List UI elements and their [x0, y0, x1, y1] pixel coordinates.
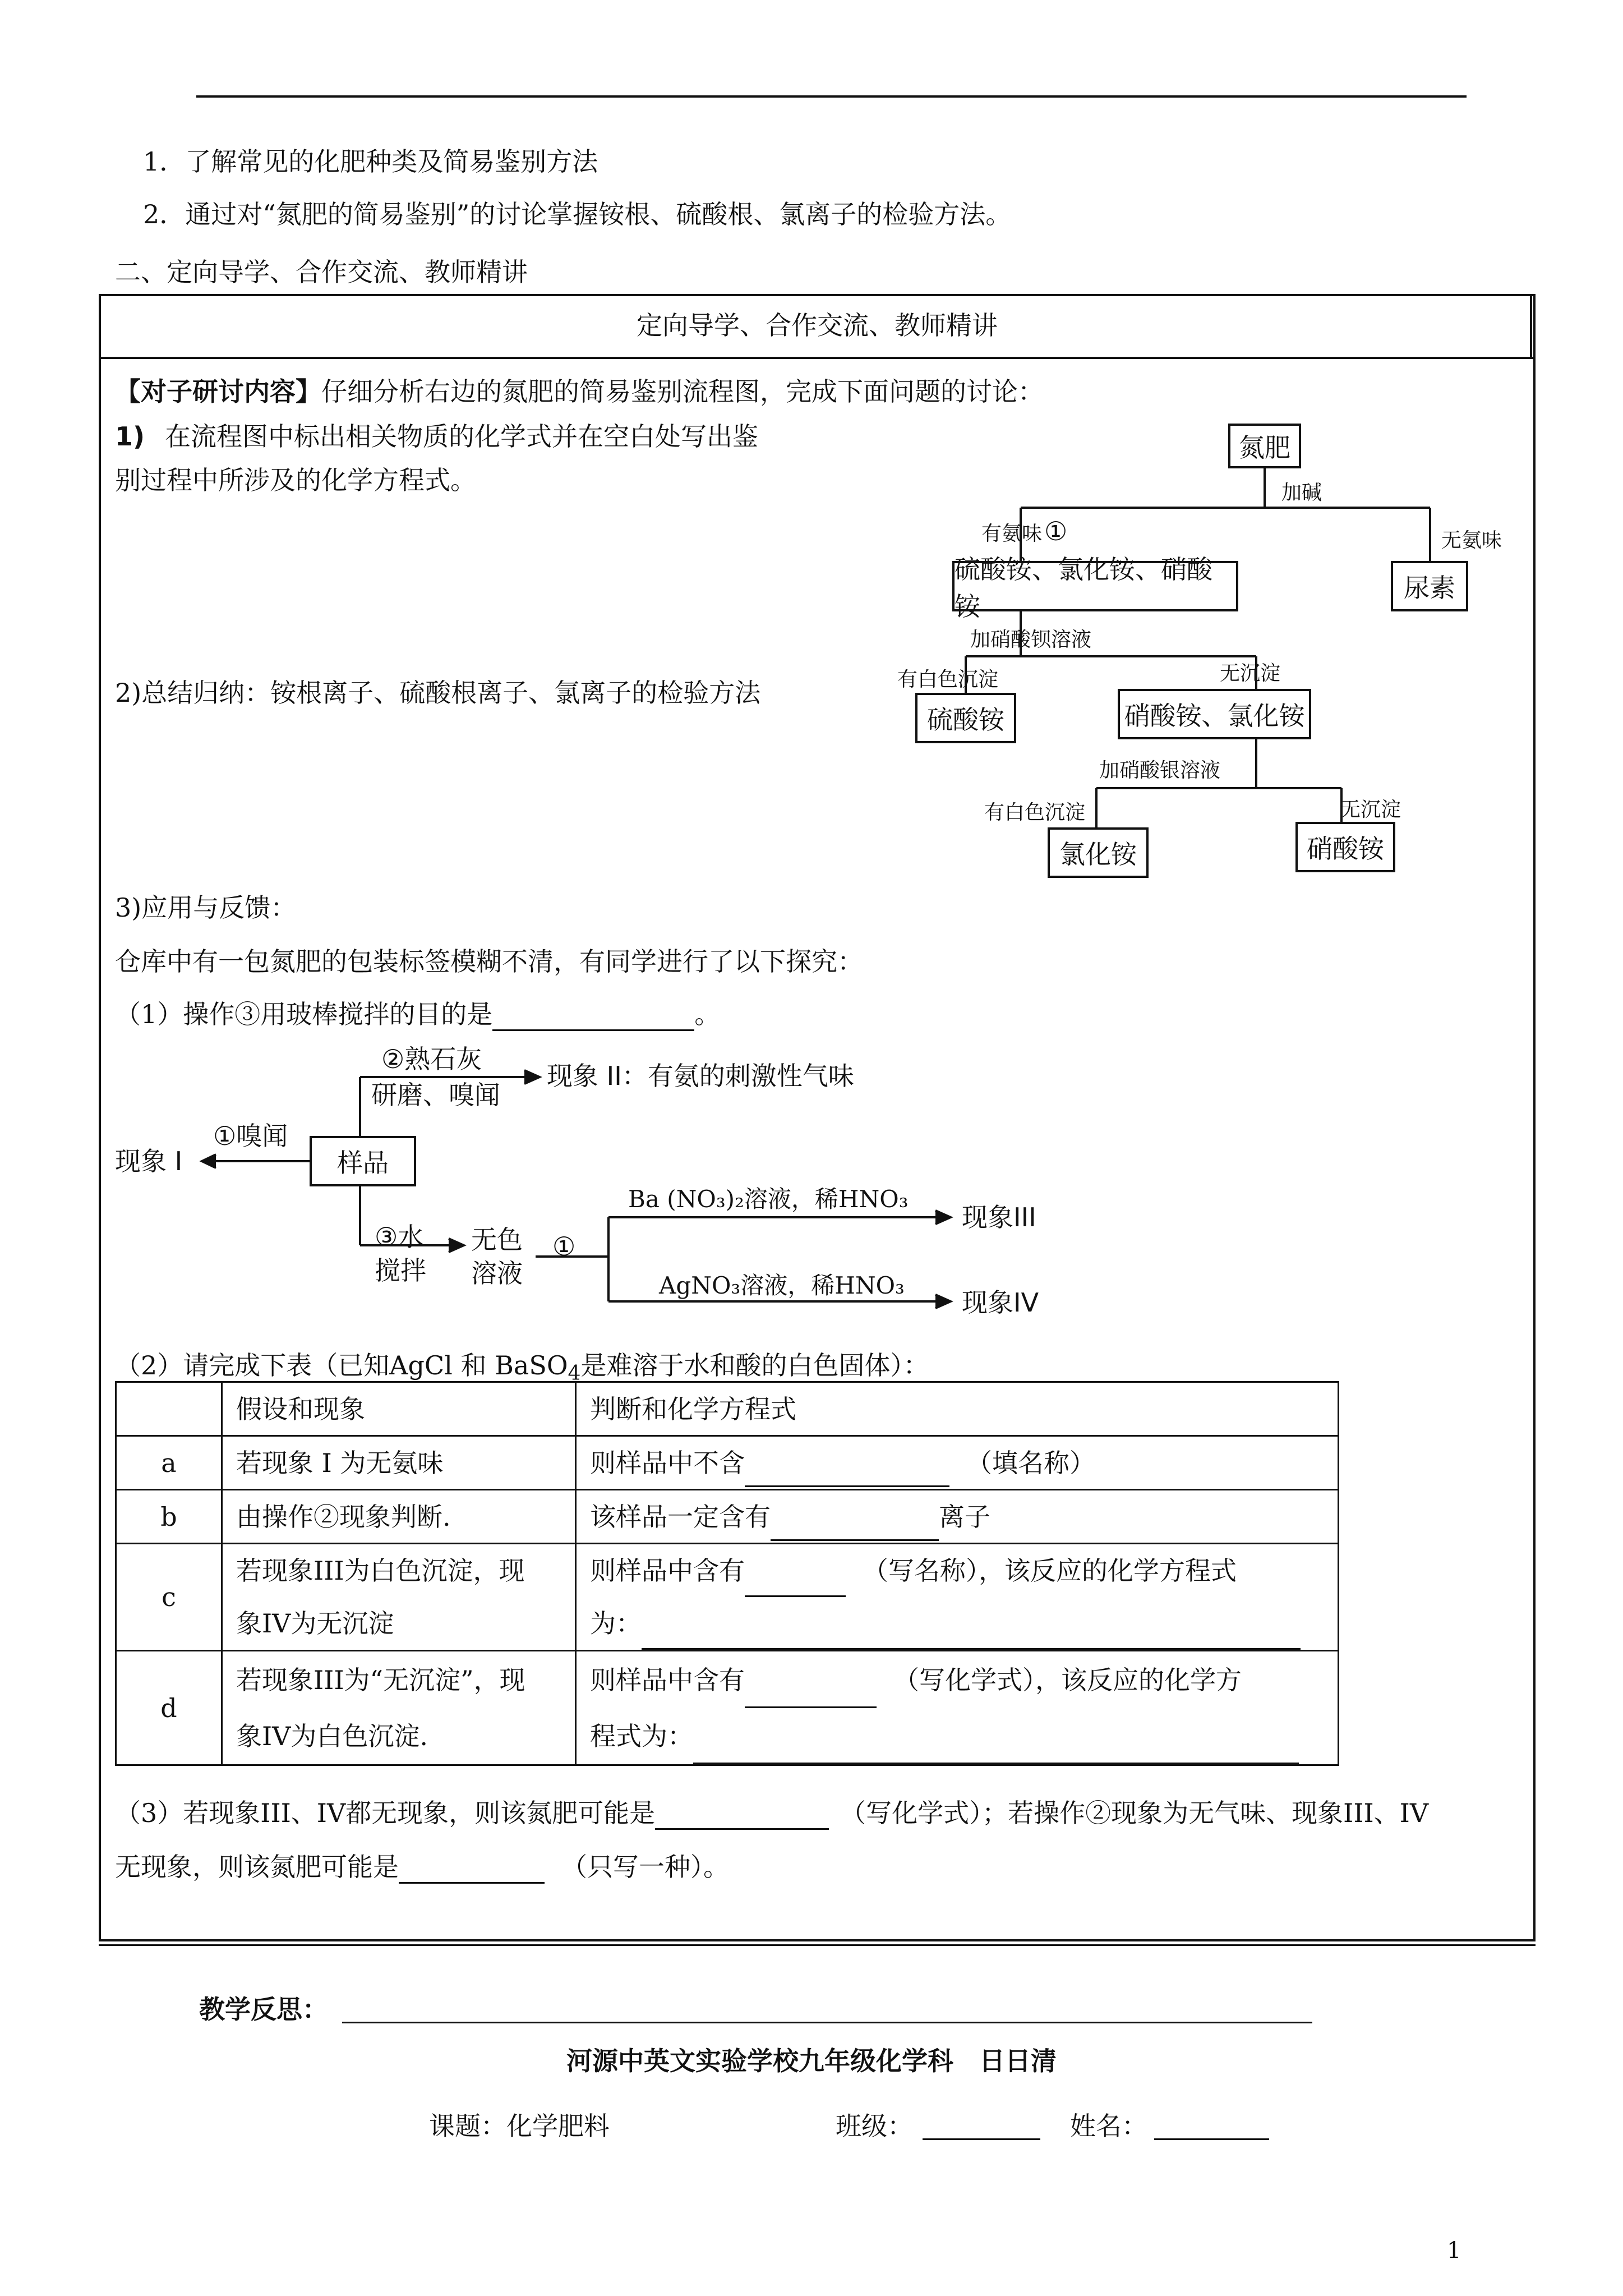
flow-node-ammonium-nitrate: 硝酸铵 — [1295, 822, 1395, 872]
answer-blank-d-equation[interactable] — [693, 1738, 1299, 1764]
q2-text: 2)总结归纳：铵根离子、硫酸根离子、氯离子的检验方法 — [115, 678, 761, 708]
q3-3-blank-2[interactable] — [399, 1857, 545, 1884]
judge-suffix: （写名称），该反应的化学方程式 — [863, 1556, 1237, 1586]
q3-2-subscript: 4 — [568, 1362, 581, 1386]
table-header-id — [116, 1382, 222, 1436]
q3-3-text-b: （写化学式）；若操作②现象为无气味、现象III、IV — [840, 1798, 1429, 1828]
q3-2-text: （2）请完成下表（已知AgCl 和 BaSO — [115, 1350, 568, 1381]
exp-phenomenon-4: 现象IV — [962, 1287, 1039, 1318]
table-row-hypothesis: 若现象 I 为无氨味 — [222, 1436, 576, 1490]
school-title: 河源中英文实验学校九年级化学科 日日清 — [566, 2046, 1057, 2076]
flow-add-silver-nitrate-label: 加硝酸银溶液 — [1099, 759, 1221, 782]
box-title: 定向导学、合作交流、教师精讲 — [637, 310, 998, 341]
judge-suffix: （写化学式），该反应的化学方 — [893, 1664, 1242, 1695]
table-row-id: c — [116, 1544, 222, 1651]
q3-3-text-c: 无现象，则该氮肥可能是 — [115, 1852, 399, 1882]
flow-mark-1: ① — [1044, 516, 1068, 546]
exp-op2-line2: 研磨、嗅闻 — [371, 1080, 500, 1110]
answer-blank-c-name[interactable] — [745, 1571, 846, 1597]
q3-intro: 仓库中有一包氮肥的包装标签模糊不清，有同学进行了以下探究： — [115, 946, 863, 977]
exp-sample-box: 样品 — [310, 1136, 416, 1186]
exp-smell-label: ①嗅闻 — [213, 1121, 288, 1151]
q3-3-blank-1[interactable] — [655, 1803, 829, 1830]
judge-suffix: 离子 — [939, 1501, 990, 1532]
exp-mark-1: ① — [552, 1231, 576, 1262]
objective-1: 1．了解常见的化肥种类及简易鉴别方法 — [143, 146, 598, 177]
judge-line2-label: 为： — [590, 1608, 642, 1639]
flow-no-ppt-label-1: 无沉淀 — [1220, 662, 1281, 685]
flow-has-ammonia-text: 有氨味 — [981, 522, 1043, 545]
exp-phenomenon-2: 现象 II：有氨的刺激性气味 — [547, 1061, 854, 1091]
table-header-hypothesis: 假设和现象 — [222, 1382, 576, 1436]
q1-number: 1) — [115, 421, 145, 452]
topic-label: 课题：化学肥料 — [429, 2111, 610, 2141]
page-number: 1 — [1447, 2238, 1461, 2263]
reflection-line[interactable] — [342, 2022, 1312, 2023]
answer-blank-c-equation[interactable] — [642, 1623, 1301, 1650]
q3-3-text-a: （3）若现象III、IV都无现象，则该氮肥可能是 — [115, 1798, 656, 1828]
flow-node-nitrate-chloride: 硝酸铵、氯化铵 — [1118, 689, 1311, 739]
exp-solution-line2: 溶液 — [471, 1258, 523, 1289]
exp-reagent-silver: AgNO₃溶液，稀HNO₃ — [659, 1272, 905, 1299]
answer-blank-b[interactable] — [771, 1515, 939, 1541]
flow-node-ammonium-chloride: 氯化铵 — [1048, 827, 1149, 878]
section-heading: 二、定向导学、合作交流、教师精讲 — [115, 257, 528, 287]
judge-prefix: 该样品一定含有 — [590, 1501, 771, 1532]
class-label: 班级： — [836, 2111, 913, 2141]
table-header-judgement: 判断和化学方程式 — [576, 1382, 1339, 1436]
q3-3-line1 — [115, 1796, 1428, 1830]
judge-line-2 — [590, 1708, 1324, 1764]
flow-add-barium-nitrate-label: 加硝酸钡溶液 — [970, 628, 1092, 651]
flow-no-ammonia-label: 无氨味 — [1441, 529, 1502, 552]
name-label: 姓名： — [1070, 2111, 1147, 2141]
q1-line2: 别过程中所涉及的化学方程式。 — [115, 465, 476, 495]
answer-blank-d-formula[interactable] — [745, 1682, 877, 1708]
judge-suffix: （填名称） — [966, 1447, 1095, 1478]
table-row-hypothesis — [222, 1544, 576, 1651]
q3-1-suffix: 。 — [694, 999, 721, 1029]
name-blank[interactable] — [1154, 2138, 1269, 2140]
flow-white-ppt-label-1: 有白色沉淀 — [897, 668, 999, 691]
table-row — [116, 1651, 1339, 1765]
hyp-line-1: 若现象III为“无沉淀”，现 — [236, 1664, 525, 1695]
exp-phenomenon-3: 现象III — [962, 1202, 1036, 1232]
flow-node-urea: 尿素 — [1391, 561, 1468, 611]
reflection-label: 教学反思： — [199, 1994, 328, 2024]
exp-reagent-barium: Ba (NO₃)₂溶液，稀HNO₃ — [628, 1185, 909, 1213]
judge-prefix: 则样品中含有 — [590, 1556, 745, 1586]
table-row-judgement — [576, 1436, 1339, 1490]
exp-solution-line1: 无色 — [471, 1225, 523, 1255]
hyp-line-2: 象IV为白色沉淀. — [236, 1720, 428, 1751]
table-row — [116, 1490, 1339, 1544]
q3-3-text-d: （只写一种）。 — [561, 1852, 729, 1882]
discussion-lead-text: 仔细分析右边的氮肥的简易鉴别流程图，完成下面问题的讨论： — [321, 376, 1044, 407]
exp-op3-line2: 搅拌 — [375, 1255, 426, 1286]
exp-op2-line1: ②熟石灰 — [381, 1044, 482, 1074]
exp-phenomenon-1: 现象 I — [115, 1146, 183, 1176]
q3-3-line2 — [115, 1850, 729, 1884]
table-row-judgement — [576, 1651, 1339, 1765]
q3-title: 3)应用与反馈： — [115, 892, 297, 923]
table-row-id: a — [116, 1436, 222, 1490]
flow-root-nitrogen-fertilizer: 氮肥 — [1228, 424, 1301, 468]
table-row-judgement — [576, 1544, 1339, 1651]
flow-add-base-label: 加碱 — [1281, 481, 1322, 504]
judge-line-1 — [590, 1652, 1324, 1708]
flow-no-ppt-label-2: 无沉淀 — [1340, 798, 1401, 821]
hyp-line-1: 若现象III为白色沉淀，现 — [236, 1556, 525, 1586]
judge-line-1 — [590, 1544, 1324, 1597]
table-header-row — [116, 1382, 1339, 1436]
table-row-judgement — [576, 1490, 1339, 1544]
answer-blank-a[interactable] — [745, 1461, 949, 1487]
judge-line-2 — [590, 1597, 1324, 1650]
flow-node-ammonium-sulfate: 硫酸铵 — [915, 693, 1016, 743]
question-table — [115, 1381, 1339, 1766]
table-row — [116, 1544, 1339, 1651]
flow-has-ammonia-label — [981, 516, 1067, 546]
hyp-line-2: 象IV为无沉淀 — [236, 1608, 394, 1639]
table-row-id: d — [116, 1651, 222, 1765]
judge-line2-label: 程式为： — [590, 1720, 693, 1751]
table-row-hypothesis — [222, 1651, 576, 1765]
q3-2-tail: 是难溶于水和酸的白色固体）： — [580, 1350, 929, 1381]
judge-prefix: 则样品中不含 — [590, 1447, 745, 1478]
judge-prefix: 则样品中含有 — [590, 1664, 745, 1695]
table-row — [116, 1436, 1339, 1490]
class-blank[interactable] — [923, 2138, 1040, 2140]
discussion-lead-bold: 【对子研讨内容】 — [115, 376, 321, 407]
table-row-id: b — [116, 1490, 222, 1544]
q3-1-prefix: （1）操作③用玻棒搅拌的目的是 — [115, 999, 493, 1029]
objective-2: 2．通过对“氮肥的简易鉴别”的讨论掌握铵根、硫酸根、氯离子的检验方法。 — [143, 199, 1012, 229]
exp-op3-line1: ③水 — [375, 1222, 424, 1252]
flow-white-ppt-label-2: 有白色沉淀 — [984, 801, 1086, 824]
q1-text-1: 在流程图中标出相关物质的化学式并在空白处写出鉴 — [165, 421, 759, 452]
table-row-hypothesis: 由操作②现象判断. — [222, 1490, 576, 1544]
flow-node-three-salts: 硫酸铵、氯化铵、硝酸铵 — [952, 561, 1238, 611]
